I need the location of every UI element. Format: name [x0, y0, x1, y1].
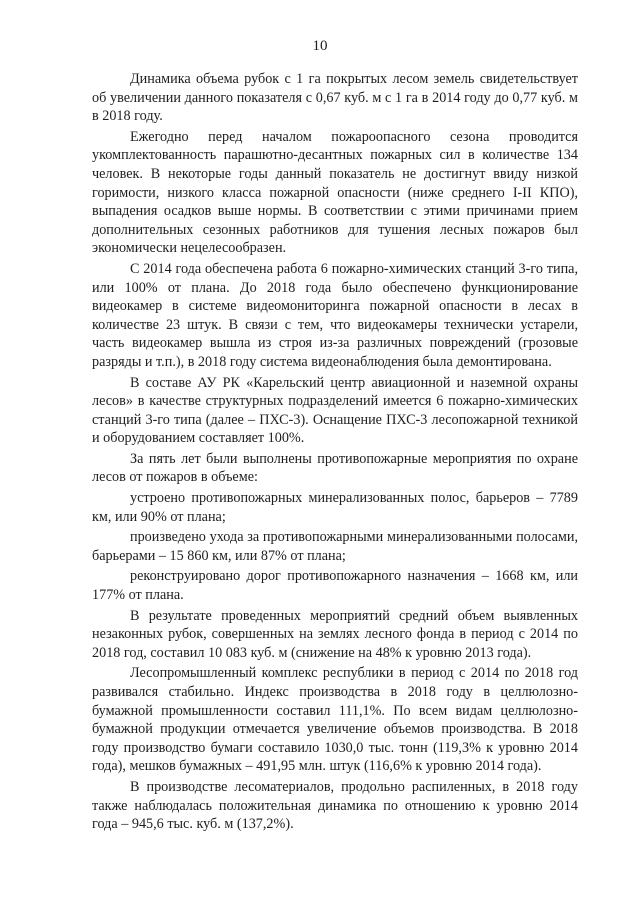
paragraph-sawn-timber: В производстве лесоматериалов, продольно распиленных, в 2018 году также наблюдалась положительная динамика по отношению к уровню 2014 года – 945,6 тыс. куб. м (137,2%). — [92, 778, 578, 833]
page-number: 10 — [312, 38, 328, 54]
paragraph-fire-stations-video: С 2014 года обеспечена работа 6 пожарно-химических станций 3-го типа, или 100% от плана. До 2018 года было обеспечено функционирование видеокамер в системе видеомониторинга пожарной опасности в лесах в количестве 23 штук. В связи с тем, что видеокамеры технически устарели, часть видеокамер вышла из строя из-за различных повреждений (грозовые разряды и т.п.), в 2018 году система видеонаблюдения была демонтирована. — [92, 260, 578, 370]
body-text — [92, 70, 578, 836]
paragraph-logging-dynamics: Динамика объема рубок с 1 га покрытых лесом земель свидетельствует об увеличении данного показателя с 0,67 куб. м с 1 га в 2014 году до 0,77 куб. м в 2018 году. — [92, 71, 578, 125]
paragraph-aviation-center: В составе АУ РК «Карельский центр авиационной и наземной охраны лесов» в качестве структурных подразделений имеется 6 пожарно-химических станций 3-го типа (далее – ПХС-3). Оснащение ПХС-3 лесопожарной техникой и оборудованием составляет 100%. — [92, 374, 578, 447]
list-item-road-reconstruction: реконструировано дорог противопожарного назначения – 1668 км, или 177% от плана. — [92, 568, 578, 604]
paragraph-illegal-logging: В результате проведенных мероприятий средний объем выявленных незаконных рубок, совершенных на землях лесного фонда в период с 2014 по 2018 год, составил 10 083 куб. м (снижение на 48% к уровню 2013 года). — [92, 607, 578, 661]
list-item-strip-maintenance: произведено ухода за противопожарными минерализованными полосами, барьерами – 15 860 км, или 87% от плана; — [92, 529, 578, 564]
paragraph-fire-measures-intro: За пять лет были выполнены противопожарные мероприятия по охране лесов от пожаров в объеме: — [92, 450, 578, 486]
paragraph-firefighting-staff: Ежегодно перед началом пожароопасного сезона проводится укомплектованность парашютно-десантных пожарных сил в количестве 134 человек. В некоторые годы данный показатель не достигнут ввиду низкой горимости, низкого класса пожарной опасности (ниже среднего I-II КПО), выпадения осадков выше нормы. В соответствии с этими причинами прием дополнительных сезонных работников для тушения лесных пожаров был экономически нецелесообразен. — [92, 128, 578, 257]
list-item-mineralized-strips: устроено противопожарных минерализованных полос, барьеров – 7789 км, или 90% от плана; — [92, 490, 578, 525]
paragraph-timber-industry: Лесопромышленный комплекс республики в период с 2014 по 2018 год развивался стабильно. Индекс производства в 2018 году в целлюлозно-бумажной промышленности составил 111,1%. По всем видам целлюлозно-бумажной продукции отмечается увеличение объемов производства. В 2018 году производство бумаги составило 1030,0 тыс. тонн (119,3% к уровню 2014 года), мешков бумажных – 491,95 млн. штук (116,6% к уровню 2014 года). — [92, 665, 578, 775]
